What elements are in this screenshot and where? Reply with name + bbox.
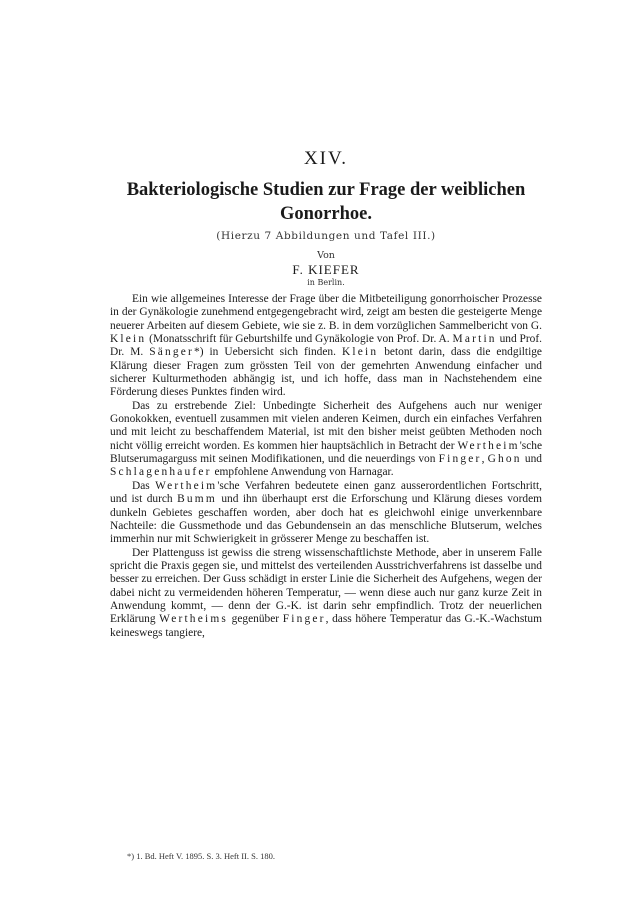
name-klein: Klein: [341, 346, 379, 359]
title-line-2: Gonorrhoe.: [280, 204, 372, 224]
paragraph-4: Der Plattenguss ist gewiss die streng wissenschaftlichste Methode, aber in unserem Falle spricht die Praxis gegen sie, und mittelst des verteilenden Ausstrichverfahrens ist dasselbe und besser zu erreichen. Der Guss schädigt in erster Linie die Sicherheit des Aufgehens, wegen der dabei nicht zu vermeidenden höheren Temperatur, — wenn diese auch nur ganz kurze Zeit in Anwendung kommt, — denn der G.-K. ist darin sehr empfindlich. Trotz der neuerlichen Erklärung Wertheims gegenüber Finger, dass höhere Temperatur das G.-K.-Wachstum keineswegs tangiere,: [110, 546, 542, 639]
byline-von: Von: [317, 250, 335, 261]
name-saenger: Sänger: [149, 346, 195, 359]
name-finger: Finger: [282, 613, 326, 626]
figure-note: (Hierzu 7 Abbildungen und Tafel III.): [216, 230, 436, 242]
article-body: [110, 293, 542, 640]
name-klein: Klein: [110, 333, 147, 346]
chapter-number: XIV.: [303, 148, 349, 169]
name-bumm: Bumm: [177, 493, 217, 506]
footnote: *) 1. Bd. Heft V. 1895. S. 3. Heft II. S. 180.: [127, 851, 275, 861]
paragraph-3: Das Wertheim'sche Verfahren bedeutete einen ganz ausserordentlichen Fortschritt, und ist durch Bumm und ihn überhaupt erst die Erforschung und Klärung dieses vordem dunkeln Gebietes geschaffen worden, aber doch hat es gleichwohl einige unverkennbare Nachteile: die Gussmethode und das Gebundensein an das menschliche Blutserum, welches immerhin nur mit Schwierigkeit in grösserer Menge zu beschaffen ist.: [110, 479, 543, 546]
name-finger: Finger: [438, 453, 482, 466]
name-wertheim: Wertheim: [155, 479, 218, 492]
author-place: in Berlin.: [307, 278, 345, 287]
article: [110, 148, 542, 640]
paragraph-2: Das zu erstrebende Ziel: Unbedingte Sicherheit des Aufgehens auch nur weniger Gonokokken, eventuell zusammen mit vielen anderen Keimen, durch ein einfaches Verfahren und mit leicht zu beschaffendem Material, ist mit den bisher meist geübten Methoden noch nicht völlig erreicht worden. Es kommen hier hauptsächlich in Betracht der Wertheim'sche Blutserumagarguss mit seinen Modifikationen, und die neuerdings von Finger, Ghon und Schlagenhaufer empfohlene Anwendung von Harnagar.: [110, 399, 542, 479]
name-ghon: Ghon: [487, 453, 522, 466]
article-title: [110, 178, 542, 226]
name-wertheim: Wertheim: [457, 439, 520, 452]
name-wertheims: Wertheims: [159, 613, 229, 626]
title-line-1: Bakteriologische Studien zur Frage der weiblichen: [126, 180, 526, 200]
name-schlagenhaufer: Schlagenhaufer: [110, 466, 212, 479]
paragraph-1: Ein wie allgemeines Interesse der Frage über die Mitbeteiligung gonorrhoischer Prozesse in der Gynäkologie zunehmend entgegengebracht wird, zeigt am besten die gesteigerte Menge neuerer Arbeiten auf diesem Gebiete, wie sie z. B. in dem vorzüglichen Sammelbericht von G. Klein (Monatsschrift für Geburtshilfe und Gynäkologie von Prof. Dr. A. Martin und Prof. Dr. M. Sänger*) in Uebersicht sich finden. Klein betont darin, dass die endgiltige Klärung dieser Fragen zum grössten Teil von der gemehrten Anwendung einfacher und sicherer Kulturmethoden abhängig ist, und ich hoffe, dass man in Nachstehendem eine Förderung dieses Punktes finden wird.: [110, 293, 543, 399]
name-martin: Martin: [452, 333, 497, 346]
author-name: F. KIEFER: [292, 262, 360, 277]
